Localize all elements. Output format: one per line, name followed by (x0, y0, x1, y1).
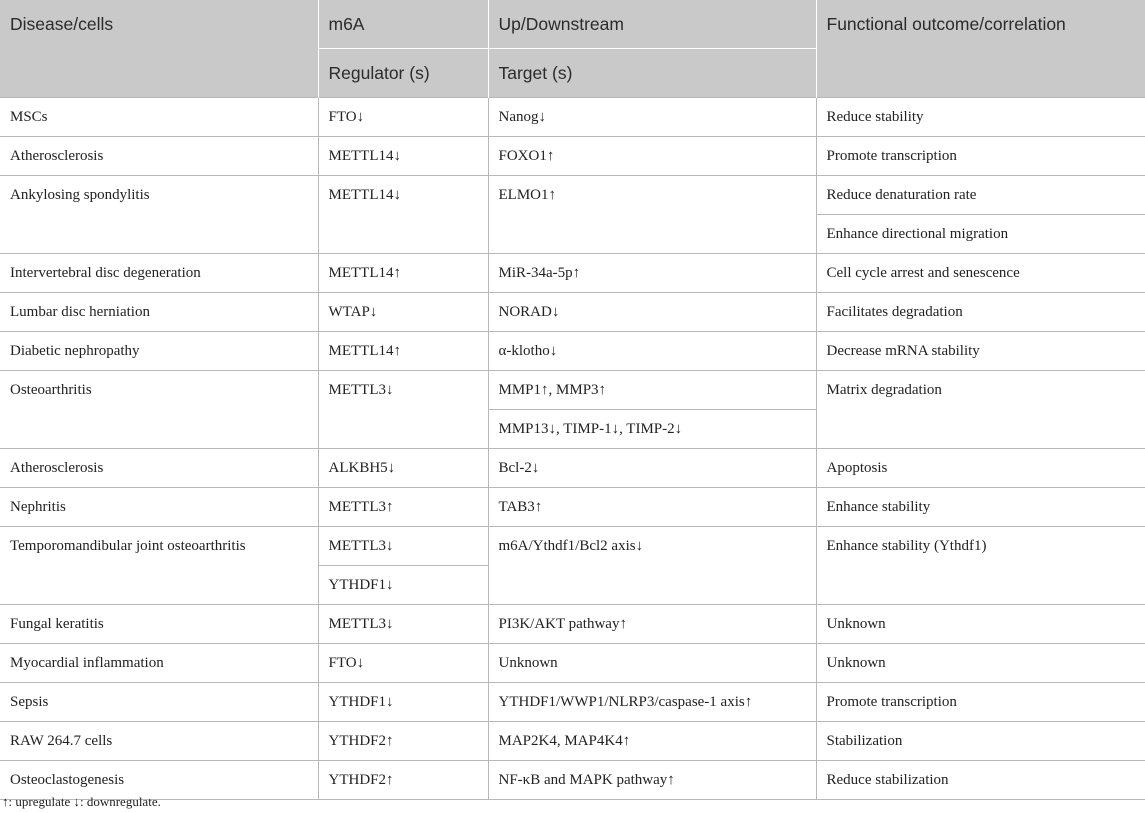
outcome-cell: Promote transcription (816, 137, 1145, 176)
disease-cell: Diabetic nephropathy (0, 332, 318, 371)
disease-cell: Myocardial inflammation (0, 644, 318, 683)
table-row (0, 137, 1145, 176)
regulator-cell: FTO↓ (318, 644, 488, 683)
table-row (0, 527, 1145, 566)
table-row (0, 488, 1145, 527)
target-cell: Nanog↓ (488, 98, 816, 137)
disease-cell: Lumbar disc herniation (0, 293, 318, 332)
target-cell: Unknown (488, 644, 816, 683)
table-row (0, 644, 1145, 683)
regulator-cell: FTO↓ (318, 98, 488, 137)
disease-cell: Fungal keratitis (0, 605, 318, 644)
table-row (0, 449, 1145, 488)
regulator-cell: METTL14↑ (318, 332, 488, 371)
table-row (0, 98, 1145, 137)
table-row (0, 176, 1145, 215)
table-row (0, 722, 1145, 761)
target-cell: YTHDF1/WWP1/NLRP3/caspase-1 axis↑ (488, 683, 816, 722)
outcome-cell: Decrease mRNA stability (816, 332, 1145, 371)
table-row (0, 293, 1145, 332)
outcome-cell: Facilitates degradation (816, 293, 1145, 332)
table-row (0, 332, 1145, 371)
outcome-cell: Enhance stability (Ythdf1) (816, 527, 1145, 605)
regulator-cell: YTHDF2↑ (318, 722, 488, 761)
table-row (0, 761, 1145, 800)
header-functional-outcome: Functional outcome/correlation (816, 0, 1145, 98)
outcome-cell: Reduce stability (816, 98, 1145, 137)
outcome-cell: Unknown (816, 605, 1145, 644)
header-regulators: Regulator (s) (318, 49, 488, 98)
outcome-cell: Cell cycle arrest and senescence (816, 254, 1145, 293)
table-row (0, 605, 1145, 644)
disease-cell: Temporomandibular joint osteoarthritis (0, 527, 318, 605)
regulator-cell: METTL3↓ (318, 371, 488, 449)
header-targets: Target (s) (488, 49, 816, 98)
header-m6a: m6A (318, 0, 488, 49)
regulator-cell: METTL14↑ (318, 254, 488, 293)
table-footnote: ↑: upregulate ↓: downregulate. (2, 794, 161, 809)
regulator-cell: WTAP↓ (318, 293, 488, 332)
table-header (0, 0, 1145, 98)
target-cell: NORAD↓ (488, 293, 816, 332)
target-cell: NF-κB and MAPK pathway↑ (488, 761, 816, 800)
regulator-cell: ALKBH5↓ (318, 449, 488, 488)
outcome-cell: Stabilization (816, 722, 1145, 761)
header-disease-cells: Disease/cells (0, 0, 318, 98)
disease-cell: Atherosclerosis (0, 137, 318, 176)
table-row (0, 371, 1145, 410)
outcome-cell: Enhance directional migration (816, 215, 1145, 254)
outcome-cell: Reduce stabilization (816, 761, 1145, 800)
target-cell: ELMO1↑ (488, 176, 816, 254)
regulator-cell: YTHDF1↓ (318, 683, 488, 722)
disease-cell: Atherosclerosis (0, 449, 318, 488)
disease-cell: Osteoarthritis (0, 371, 318, 449)
table-body (0, 98, 1145, 800)
outcome-cell: Apoptosis (816, 449, 1145, 488)
header-up-downstream: Up/Downstream (488, 0, 816, 49)
header-row (0, 0, 1145, 49)
regulator-cell: METTL3↑ (318, 488, 488, 527)
regulator-cell: METTL14↓ (318, 176, 488, 254)
target-cell: α-klotho↓ (488, 332, 816, 371)
regulator-cell: YTHDF1↓ (318, 566, 488, 605)
disease-cell: MSCs (0, 98, 318, 137)
disease-cell: Sepsis (0, 683, 318, 722)
target-cell: MiR-34a-5p↑ (488, 254, 816, 293)
target-cell: MAP2K4, MAP4K4↑ (488, 722, 816, 761)
target-cell: MMP1↑, MMP3↑ (488, 371, 816, 410)
table-row (0, 254, 1145, 293)
outcome-cell: Promote transcription (816, 683, 1145, 722)
regulator-cell: METTL3↓ (318, 527, 488, 566)
target-cell: TAB3↑ (488, 488, 816, 527)
outcome-cell: Matrix degradation (816, 371, 1145, 449)
regulator-cell: METTL3↓ (318, 605, 488, 644)
target-cell: m6A/Ythdf1/Bcl2 axis↓ (488, 527, 816, 605)
target-cell: MMP13↓, TIMP-1↓, TIMP-2↓ (488, 410, 816, 449)
disease-cell: Intervertebral disc degeneration (0, 254, 318, 293)
disease-cell: Nephritis (0, 488, 318, 527)
target-cell: PI3K/AKT pathway↑ (488, 605, 816, 644)
regulator-cell: METTL14↓ (318, 137, 488, 176)
target-cell: FOXO1↑ (488, 137, 816, 176)
regulator-cell: YTHDF2↑ (318, 761, 488, 800)
disease-cell: Osteoclastogenesis (0, 761, 318, 800)
table-row (0, 683, 1145, 722)
outcome-cell: Unknown (816, 644, 1145, 683)
outcome-cell: Reduce denaturation rate (816, 176, 1145, 215)
disease-cell: Ankylosing spondylitis (0, 176, 318, 254)
target-cell: Bcl-2↓ (488, 449, 816, 488)
outcome-cell: Enhance stability (816, 488, 1145, 527)
disease-cell: RAW 264.7 cells (0, 722, 318, 761)
